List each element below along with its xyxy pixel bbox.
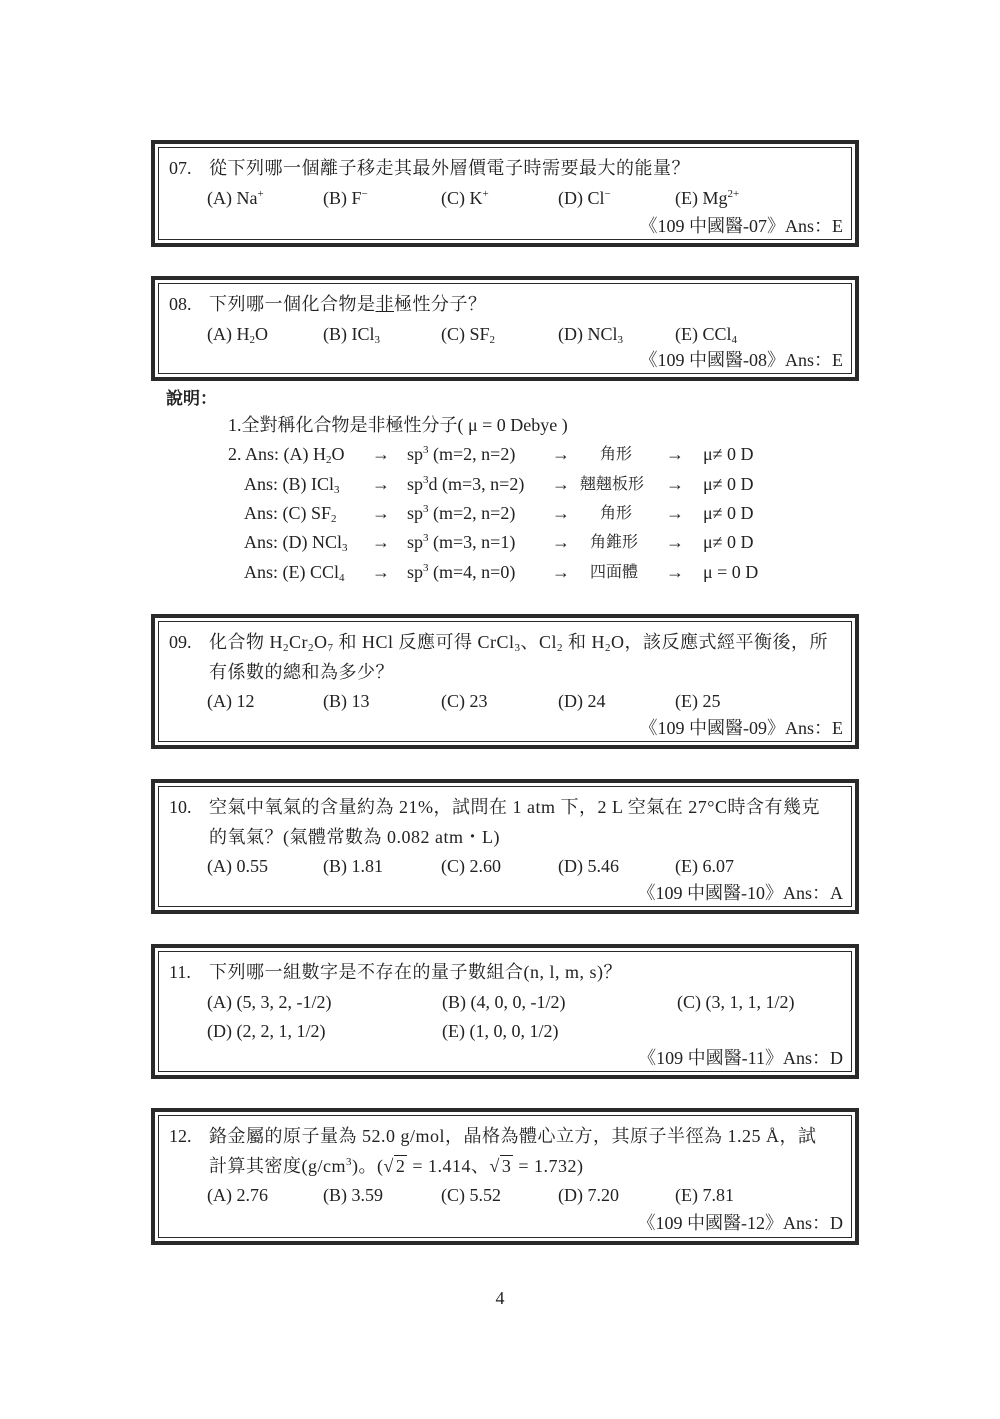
option-b: (B) (4, 0, 0, -1/2)	[442, 992, 566, 1012]
option-a: (A) 2.76	[207, 1185, 268, 1205]
source-answer: 《109 中國醫-12》Ans：D	[637, 1213, 843, 1233]
arrow-icon: →	[372, 503, 390, 523]
hybrid-c: $sp^3$ (m=2, n=2)	[407, 503, 516, 523]
source-answer: 《109 中國醫-10》Ans：A	[637, 883, 843, 903]
dipole-c: μ≠ 0 D	[703, 503, 754, 523]
option-e: (E) 25	[675, 691, 721, 711]
question-text-line-2: 的氧氣？(氣體常數為 0.082 atm・L)	[209, 827, 500, 847]
question-text-line-2: 有係數的總和為多少？	[209, 662, 394, 682]
shape-e: 四面體	[590, 562, 639, 581]
question-text-line-1: 鉻金屬的原子量為 52.0 g/mol，晶格為體心立方，其原子半徑為 1.25 Å，試	[209, 1126, 817, 1146]
option-b: (B) F−	[323, 188, 368, 208]
option-c: (C) 23	[441, 691, 488, 711]
page-number: 4	[495, 1288, 505, 1308]
option-a: (A) 12	[207, 691, 255, 711]
arrow-icon: →	[666, 562, 684, 582]
explanation-row-b: Ans: (B) ICl$_3$	[244, 474, 340, 496]
option-e: (E) CCl$_4$	[675, 324, 737, 346]
explanation-title: 說明：	[166, 389, 217, 409]
arrow-icon: →	[552, 474, 570, 494]
question-09-box	[151, 614, 859, 749]
explanation-line-1: 1.全對稱化合物是非極性分子( μ = 0 Debye )	[228, 415, 568, 435]
shape-d: 角錐形	[590, 532, 639, 551]
explanation-row-c: Ans: (C) $SF_2$	[244, 503, 337, 525]
arrow-icon: →	[372, 444, 390, 464]
arrow-icon: →	[552, 444, 570, 464]
option-e: (E) 7.81	[675, 1185, 734, 1205]
question-number: 08.	[169, 294, 192, 314]
question-number: 09.	[169, 632, 192, 652]
arrow-icon: →	[666, 444, 684, 464]
question-number: 11.	[169, 962, 191, 982]
dipole-d: μ≠ 0 D	[703, 532, 754, 552]
option-a: (A) $H_2O$	[207, 324, 268, 346]
arrow-icon: →	[552, 532, 570, 552]
question-11-box	[151, 944, 859, 1079]
arrow-icon: →	[666, 474, 684, 494]
option-a: (A) Na+	[207, 188, 264, 208]
emphasis-non: 非	[375, 294, 394, 314]
dipole-e: μ = 0 D	[703, 562, 759, 582]
option-d: (D) 5.46	[558, 856, 619, 876]
option-d: (D) (2, 2, 1, 1/2)	[207, 1021, 326, 1041]
question-08-box	[151, 276, 859, 381]
option-c: (C) K+	[441, 188, 489, 208]
arrow-icon: →	[552, 503, 570, 523]
hybrid-a: $sp^3$ (m=2, n=2)	[407, 444, 516, 464]
option-d: (D) NCl$_3$	[558, 324, 623, 346]
question-text-line-1: 空氣中氧氣的含量約為 21%，試問在 1 atm 下，2 L 空氣在 27°C時含有幾克	[209, 797, 821, 817]
question-number: 10.	[169, 797, 192, 817]
question-text: 下列哪一組數字是不存在的量子數組合(n, l, m, s)？	[209, 962, 622, 982]
option-d: (D) 7.20	[558, 1185, 619, 1205]
option-c: (C) 5.52	[441, 1185, 501, 1205]
option-d: (D) Cl−	[558, 188, 611, 208]
dipole-a: μ≠ 0 D	[703, 444, 754, 464]
question-text: 從下列哪一個離子移走其最外層價電子時需要最大的能量？	[209, 158, 690, 178]
option-a: (A) (5, 3, 2, -1/2)	[207, 992, 332, 1012]
question-07-box	[151, 140, 859, 247]
question-text-line-2: 計算其密度$(g/cm^3)$。(√ 2 = 1.414、√ 3 = 1.732)	[209, 1156, 584, 1176]
option-b: (B) 1.81	[323, 856, 383, 876]
arrow-icon: →	[372, 474, 390, 494]
question-text: 下列哪一個化合物是非極性分子？	[209, 294, 487, 314]
question-12-box	[151, 1108, 859, 1245]
source-answer: 《109 中國醫-07》Ans：E	[639, 216, 843, 236]
option-e: (E) $Mg^{2+}$	[675, 188, 740, 208]
option-a: (A) 0.55	[207, 856, 268, 876]
option-b: (B) 13	[323, 691, 370, 711]
option-b: (B) ICl$_3$	[323, 324, 380, 346]
shape-a: 角形	[600, 444, 633, 463]
question-number: 07.	[169, 158, 192, 178]
explanation-row-e: Ans: (E) CCl$_4$	[244, 562, 345, 584]
option-b: (B) 3.59	[323, 1185, 383, 1205]
arrow-icon: →	[372, 532, 390, 552]
shape-c: 角形	[600, 503, 633, 522]
dipole-b: μ≠ 0 D	[703, 474, 754, 494]
arrow-icon: →	[666, 503, 684, 523]
explanation-row-d: Ans: (D) NCl$_3$	[244, 532, 348, 554]
hybrid-e: $sp^3$ (m=4, n=0)	[407, 562, 516, 582]
shape-b: 翹翹板形	[580, 474, 645, 493]
arrow-icon: →	[372, 562, 390, 582]
source-answer: 《109 中國醫-09》Ans：E	[639, 718, 843, 738]
option-c: (C) 2.60	[441, 856, 501, 876]
option-e: (E) 6.07	[675, 856, 734, 876]
explanation-row-a: 2. Ans: (A) $H_2O$	[228, 444, 345, 466]
hybrid-b: $sp^3d$ (m=3, n=2)	[407, 474, 525, 494]
hybrid-d: $sp^3$ (m=3, n=1)	[407, 532, 516, 552]
option-c: (C) (3, 1, 1, 1/2)	[677, 992, 795, 1012]
arrow-icon: →	[666, 532, 684, 552]
arrow-icon: →	[552, 562, 570, 582]
question-number: 12.	[169, 1126, 192, 1146]
option-c: (C) $SF_2$	[441, 324, 496, 346]
option-e: (E) (1, 0, 0, 1/2)	[442, 1021, 559, 1041]
option-d: (D) 24	[558, 691, 606, 711]
question-text-line-1: 化合物 $H_2Cr_2O_7$ 和 HCl 反應可得 CrCl$_3$、$Cl_2$ 和 $H_2O$，該反應式經平衡後，所	[209, 632, 829, 654]
source-answer: 《109 中國醫-08》Ans：E	[639, 350, 843, 370]
source-answer: 《109 中國醫-11》Ans：D	[638, 1048, 843, 1068]
question-10-box	[151, 779, 859, 914]
